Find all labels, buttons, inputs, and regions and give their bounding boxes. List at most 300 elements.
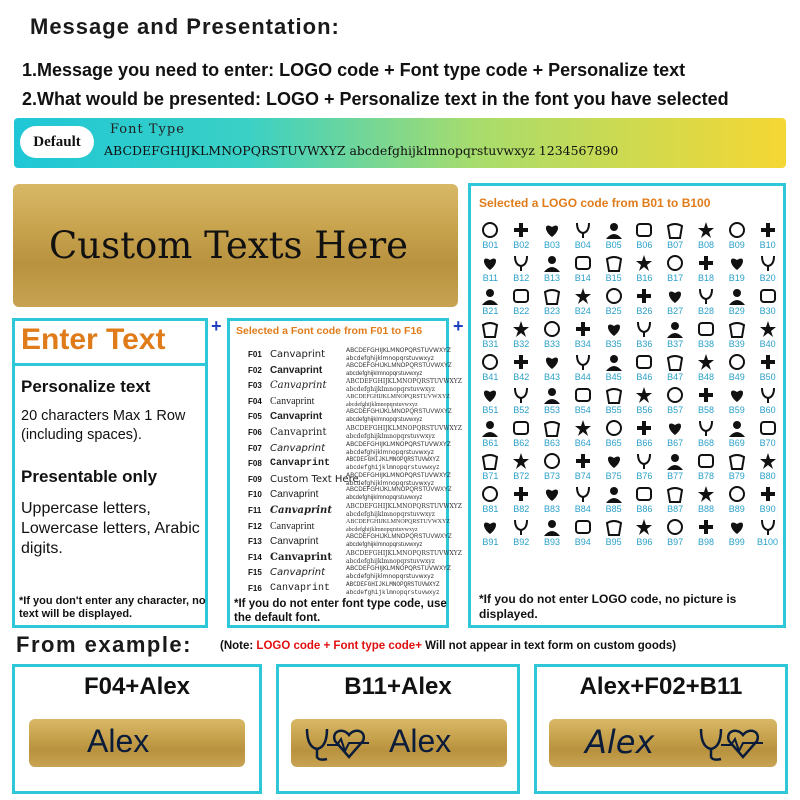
logo-code: B73 (543, 471, 560, 481)
logo-code: B42 (513, 372, 530, 382)
logo-code: B69 (728, 438, 745, 448)
logo-code: B02 (513, 240, 530, 250)
logo-code-note: *If you do not enter LOGO code, no picture is displayed. (479, 592, 737, 621)
font-lower-sample: abcdefghijklmnopqrstuvwxyz (346, 589, 440, 596)
font-upper-sample: ABCDEFGHIJKLMNOPQRSTUVWXYZ (346, 393, 451, 400)
logo-icon (757, 385, 779, 405)
logo-option (506, 319, 537, 352)
font-lower-sample: abcdefghijklmnopqrstuvwxyz (346, 401, 418, 408)
logo-icon (479, 418, 501, 438)
logo-option (721, 517, 752, 550)
logo-option (475, 319, 506, 352)
logo-option (752, 220, 783, 253)
logo-icon (633, 451, 655, 471)
logo-icon (633, 220, 655, 240)
logo-option (598, 352, 629, 385)
logo-option (598, 319, 629, 352)
logo-icon (479, 286, 501, 306)
logo-option (660, 319, 691, 352)
logo-option (721, 253, 752, 286)
font-lower-sample: abcdefghijklmnopqrstuvwxyz (346, 386, 435, 394)
logo-code: B100 (757, 537, 779, 547)
logo-icon (664, 451, 686, 471)
logo-code: B52 (513, 405, 530, 415)
plus-icon: + (211, 316, 222, 336)
logo-code: B91 (482, 537, 499, 547)
logo-code: B41 (482, 372, 499, 382)
logo-icon (572, 319, 594, 339)
logo-option (629, 286, 660, 319)
logo-option (506, 451, 537, 484)
logo-icon (541, 220, 563, 240)
logo-option (691, 352, 722, 385)
logo-code: B12 (513, 273, 530, 283)
logo-code: B20 (759, 273, 776, 283)
font-name-sample: Canvaprint (270, 536, 319, 548)
logo-code: B98 (697, 537, 714, 547)
logo-code: B76 (636, 471, 653, 481)
logo-grid (475, 220, 783, 550)
logo-code: B75 (605, 471, 622, 481)
logo-code: B55 (605, 405, 622, 415)
logo-code: B79 (728, 471, 745, 481)
logo-code: B67 (667, 438, 684, 448)
logo-option (752, 418, 783, 451)
logo-code: B63 (543, 438, 560, 448)
personalize-description: 20 characters Max 1 Row (including spaces). (21, 408, 186, 443)
logo-option (567, 451, 598, 484)
logo-icon (757, 319, 779, 339)
logo-code: B85 (605, 504, 622, 514)
logo-icon (633, 418, 655, 438)
logo-icon (695, 517, 717, 537)
logo-option (567, 220, 598, 253)
logo-option (475, 484, 506, 517)
logo-icon (510, 319, 532, 339)
logo-icon (664, 352, 686, 372)
example-plate-text: Alex (389, 723, 452, 759)
font-code-note: *If you do not enter font type code, use the default font. (234, 598, 447, 624)
font-name-sample: Canvaprint (270, 411, 323, 423)
logo-icon (479, 517, 501, 537)
logo-option (691, 517, 722, 550)
font-upper-sample: ABCDEFGHIJKLMNOPQRSTUVWXYZ (346, 471, 451, 479)
logo-icon (726, 484, 748, 504)
logo-code: B87 (667, 504, 684, 514)
logo-option (752, 319, 783, 352)
logo-code: B90 (759, 504, 776, 514)
logo-icon (633, 352, 655, 372)
logo-icon (572, 451, 594, 471)
logo-option (691, 418, 722, 451)
logo-code: B80 (759, 471, 776, 481)
font-sample-text: ABCDEFGHIJKLMNOPQRSTUVWXYZ abcdefghijklmnopqrstuvwxyz 1234567890 (104, 143, 619, 158)
font-lower-sample: abcdefghijklmnopqrstuvwxyz (346, 355, 434, 362)
logo-option (629, 451, 660, 484)
example-card (534, 664, 788, 794)
logo-code: B10 (759, 240, 776, 250)
logo-code-heading: Selected a LOGO code from B01 to B100 (479, 196, 711, 210)
font-lower-sample: abcdefghijklmnopqrstuvwxyz (346, 542, 423, 549)
font-code: F08 (248, 459, 262, 469)
presentable-title: Presentable only (21, 467, 158, 486)
logo-icon (510, 418, 532, 438)
logo-icon (726, 451, 748, 471)
logo-icon (757, 220, 779, 240)
logo-option (721, 451, 752, 484)
logo-code: B92 (513, 537, 530, 547)
logo-icon (695, 319, 717, 339)
example-label: B11+Alex (344, 673, 452, 700)
logo-code: B59 (728, 405, 745, 415)
font-code: F15 (248, 568, 262, 578)
logo-icon (757, 286, 779, 306)
logo-code: B37 (667, 339, 684, 349)
logo-icon (572, 220, 594, 240)
logo-option (691, 385, 722, 418)
note-red-text: LOGO code + Font type code+ (256, 640, 422, 652)
logo-code: B26 (636, 306, 653, 316)
font-code: F04 (248, 396, 262, 406)
logo-code: B34 (574, 339, 591, 349)
logo-icon (664, 220, 686, 240)
logo-code: B16 (636, 273, 653, 283)
font-upper-sample: ABCDEFGHIJKLMNOPQRSTUVWXYZ (346, 503, 462, 510)
logo-option (475, 220, 506, 253)
logo-icon (726, 253, 748, 273)
font-upper-sample: ABCDEFGHIJKLMNOPQRSTUVWXYZ (346, 581, 440, 588)
logo-code: B17 (667, 273, 684, 283)
logo-icon (510, 286, 532, 306)
logo-icon (603, 385, 625, 405)
example-plate-text: Alex (585, 723, 655, 761)
font-code-heading: Selected a Font code from F01 to F16 (236, 325, 423, 337)
logo-icon (664, 319, 686, 339)
logo-option (537, 451, 568, 484)
examples-title: From example: (16, 632, 192, 657)
logo-icon (603, 319, 625, 339)
logo-code: B70 (759, 438, 776, 448)
logo-option (537, 253, 568, 286)
font-upper-sample: ABCDEFGHIJKLMNOPQRSTUVWXYZ (346, 378, 462, 386)
logo-option (537, 220, 568, 253)
font-lower-sample: abcdefghijklmnopqrstuvwxyz (346, 526, 418, 533)
font-lower-sample: abcdefghijklmnopqrstuvwxyz (346, 448, 434, 456)
font-name-sample: Canvaprint (270, 427, 327, 438)
example-card (12, 664, 262, 794)
step-two-text: 2.What would be presented: LOGO + Personalize text in the font you have selected (22, 89, 729, 109)
logo-option (537, 286, 568, 319)
font-code: F05 (248, 412, 262, 422)
logo-icon (633, 319, 655, 339)
logo-option (691, 286, 722, 319)
logo-option (506, 418, 537, 451)
logo-code: B93 (543, 537, 560, 547)
logo-icon (757, 352, 779, 372)
logo-code: B50 (759, 372, 776, 382)
logo-code: B99 (728, 537, 745, 547)
font-name-sample: Canvaprint (270, 520, 315, 532)
logo-option (691, 484, 722, 517)
logo-code: B01 (482, 240, 499, 250)
logo-option (475, 517, 506, 550)
logo-icon (633, 517, 655, 537)
logo-option (660, 352, 691, 385)
font-upper-sample: ABCDEFGHIJKLMNOPQRSTUVWXYZ (346, 534, 452, 541)
personalize-title: Personalize text (21, 377, 151, 396)
logo-option (752, 286, 783, 319)
font-code: F07 (248, 443, 262, 453)
logo-option (752, 253, 783, 286)
logo-option (721, 484, 752, 517)
logo-option (475, 253, 506, 286)
logo-option (629, 352, 660, 385)
logo-code: B27 (667, 306, 684, 316)
font-lower-sample: abcdefghijklmnopqrstuvwxyz (346, 417, 423, 424)
logo-code: B03 (543, 240, 560, 250)
font-code: F16 (248, 584, 262, 593)
logo-code: B44 (574, 372, 591, 382)
font-name-sample: Canvaprint (270, 458, 331, 470)
logo-option (598, 517, 629, 550)
logo-code: B81 (482, 504, 499, 514)
font-lower-sample: abcdefghijklmnopqrstuvwxyz (346, 573, 434, 581)
logo-option (721, 352, 752, 385)
logo-option (721, 220, 752, 253)
logo-option (567, 286, 598, 319)
enter-text-heading: Enter Text (21, 323, 166, 356)
font-upper-sample: ABCDEFGHIJKLMNOPQRSTUVWXYZ (346, 456, 440, 464)
logo-option (660, 385, 691, 418)
logo-icon (726, 352, 748, 372)
logo-icon (541, 484, 563, 504)
logo-icon (695, 385, 717, 405)
logo-icon (479, 451, 501, 471)
logo-icon (510, 253, 532, 273)
enter-text-divider (15, 363, 205, 366)
logo-icon (726, 418, 748, 438)
custom-text-plate (13, 184, 458, 307)
example-plate (549, 719, 777, 767)
logo-option (691, 319, 722, 352)
logo-option (721, 286, 752, 319)
logo-icon (603, 517, 625, 537)
font-upper-sample: ABCDEFGHIJKLMNOPQRSTUVWXYZ (346, 362, 452, 369)
logo-code: B71 (482, 471, 499, 481)
logo-icon (726, 517, 748, 537)
logo-option (598, 484, 629, 517)
logo-option (506, 517, 537, 550)
logo-option (567, 484, 598, 517)
logo-icon (572, 517, 594, 537)
logo-option (506, 352, 537, 385)
logo-icon (664, 253, 686, 273)
logo-code: B65 (605, 438, 622, 448)
logo-option (629, 418, 660, 451)
logo-icon (633, 253, 655, 273)
plus-icon: + (453, 316, 464, 336)
font-lower-sample: abcdefghijklmnopqrstuvwxyz (346, 464, 440, 472)
logo-code: B21 (482, 306, 499, 316)
logo-code: B22 (513, 306, 530, 316)
logo-icon (479, 484, 501, 504)
logo-code: B56 (636, 405, 653, 415)
logo-option (598, 253, 629, 286)
logo-icon (603, 220, 625, 240)
logo-code: B49 (728, 372, 745, 382)
logo-code: B05 (605, 240, 622, 250)
logo-option (567, 253, 598, 286)
logo-option (752, 352, 783, 385)
logo-code: B28 (697, 306, 714, 316)
logo-option (752, 517, 783, 550)
logo-option (660, 517, 691, 550)
font-upper-sample: ABCDEFGHIJKLMNOPQRSTUVWXYZ (346, 487, 452, 494)
logo-option (475, 286, 506, 319)
logo-icon (695, 484, 717, 504)
logo-icon (510, 484, 532, 504)
logo-icon (603, 286, 625, 306)
font-upper-sample: ABCDEFGHIJKLMNOPQRSTUVWXYZ (346, 565, 451, 573)
font-code: F10 (248, 490, 262, 500)
logo-icon (541, 385, 563, 405)
logo-option (475, 451, 506, 484)
logo-code: B58 (697, 405, 714, 415)
logo-code: B06 (636, 240, 653, 250)
note-suffix: Will not appear in text form on custom goods) (421, 640, 677, 652)
page-title: Message and Presentation: (30, 14, 340, 39)
font-upper-sample: ABCDEFGHIJKLMNOPQRSTUVWXYZ (346, 409, 452, 416)
stethoscope-heart-icon (303, 725, 377, 763)
logo-code: B43 (543, 372, 560, 382)
logo-code: B24 (574, 306, 591, 316)
logo-code: B60 (759, 405, 776, 415)
logo-option (506, 286, 537, 319)
logo-option (475, 418, 506, 451)
enter-text-note: *If you don't enter any character, no text will be displayed. (19, 595, 206, 620)
font-upper-sample: ABCDEFGHIJKLMNOPQRSTUVWXYZ (346, 518, 451, 525)
font-code: F06 (248, 428, 262, 437)
font-code: F12 (248, 521, 262, 531)
logo-code: B74 (574, 471, 591, 481)
logo-option (506, 385, 537, 418)
logo-code: B40 (759, 339, 776, 349)
logo-icon (695, 451, 717, 471)
font-code: F01 (248, 350, 262, 359)
logo-icon (603, 484, 625, 504)
logo-icon (695, 253, 717, 273)
logo-icon (757, 484, 779, 504)
logo-icon (664, 385, 686, 405)
example-card (276, 664, 520, 794)
font-upper-sample: ABCDEFGHIJKLMNOPQRSTUVWXYZ (346, 549, 462, 557)
logo-icon (757, 418, 779, 438)
logo-code: B97 (667, 537, 684, 547)
logo-icon (695, 418, 717, 438)
logo-option (629, 484, 660, 517)
logo-icon (603, 418, 625, 438)
logo-code: B30 (759, 306, 776, 316)
logo-code: B77 (667, 471, 684, 481)
font-type-label: Font Type (110, 122, 185, 137)
logo-icon (664, 517, 686, 537)
logo-icon (572, 253, 594, 273)
logo-icon (695, 220, 717, 240)
logo-icon (633, 286, 655, 306)
logo-icon (541, 253, 563, 273)
logo-code: B14 (574, 273, 591, 283)
logo-code: B96 (636, 537, 653, 547)
logo-icon (726, 220, 748, 240)
logo-option (537, 484, 568, 517)
logo-icon (695, 286, 717, 306)
logo-icon (541, 286, 563, 306)
logo-icon (695, 352, 717, 372)
logo-icon (726, 385, 748, 405)
font-name-sample: Canvaprint (270, 364, 323, 376)
font-code-panel (227, 318, 462, 628)
logo-option (475, 385, 506, 418)
logo-code: B18 (697, 273, 714, 283)
logo-option (567, 352, 598, 385)
logo-option (567, 319, 598, 352)
logo-code: B09 (728, 240, 745, 250)
font-name-sample: Canvaprint (270, 567, 325, 579)
logo-icon (726, 319, 748, 339)
logo-icon (603, 451, 625, 471)
logo-icon (541, 352, 563, 372)
logo-option (691, 220, 722, 253)
logo-icon (510, 220, 532, 240)
logo-option (506, 220, 537, 253)
logo-icon (603, 352, 625, 372)
logo-option (660, 253, 691, 286)
logo-code: B07 (667, 240, 684, 250)
default-font-pill: Default (20, 126, 94, 158)
logo-option (721, 385, 752, 418)
font-upper-sample: ABCDEFGHIJKLMNOPQRSTUVWXYZ (346, 425, 462, 432)
logo-icon (510, 517, 532, 537)
logo-option (506, 484, 537, 517)
logo-icon (479, 319, 501, 339)
logo-code-panel (468, 183, 786, 628)
font-name-sample: Canvaprint (270, 505, 332, 516)
font-lower-sample: abcdefghijklmnopqrstuvwxyz (346, 495, 423, 502)
logo-option (752, 385, 783, 418)
presentable-description: Uppercase letters, Lowercase letters, Arabic digits. (21, 500, 200, 557)
font-name-sample: Canvaprint (270, 380, 327, 392)
font-lower-sample: abcdefghijklmnopqrstuvwxyz (346, 433, 435, 440)
logo-code: B47 (667, 372, 684, 382)
logo-icon (510, 451, 532, 471)
logo-code: B35 (605, 339, 622, 349)
font-code: F14 (248, 552, 262, 562)
example-label: F04+Alex (83, 673, 191, 700)
logo-code: B86 (636, 504, 653, 514)
step-one-text: 1.Message you need to enter: LOGO code + Font type code + Personalize text (22, 60, 686, 80)
font-code: F11 (248, 506, 262, 515)
font-lower-sample: abcdefghijklmnopqrstuvwxyz (346, 511, 435, 518)
logo-code: B13 (543, 273, 560, 283)
logo-option (660, 286, 691, 319)
logo-code: B64 (574, 438, 591, 448)
logo-code: B53 (543, 405, 560, 415)
logo-option (691, 451, 722, 484)
font-code: F03 (248, 381, 262, 391)
logo-option (660, 220, 691, 253)
logo-option (537, 352, 568, 385)
font-lower-sample: abcdefghijklmnopqrstuvwxyz (346, 557, 435, 565)
